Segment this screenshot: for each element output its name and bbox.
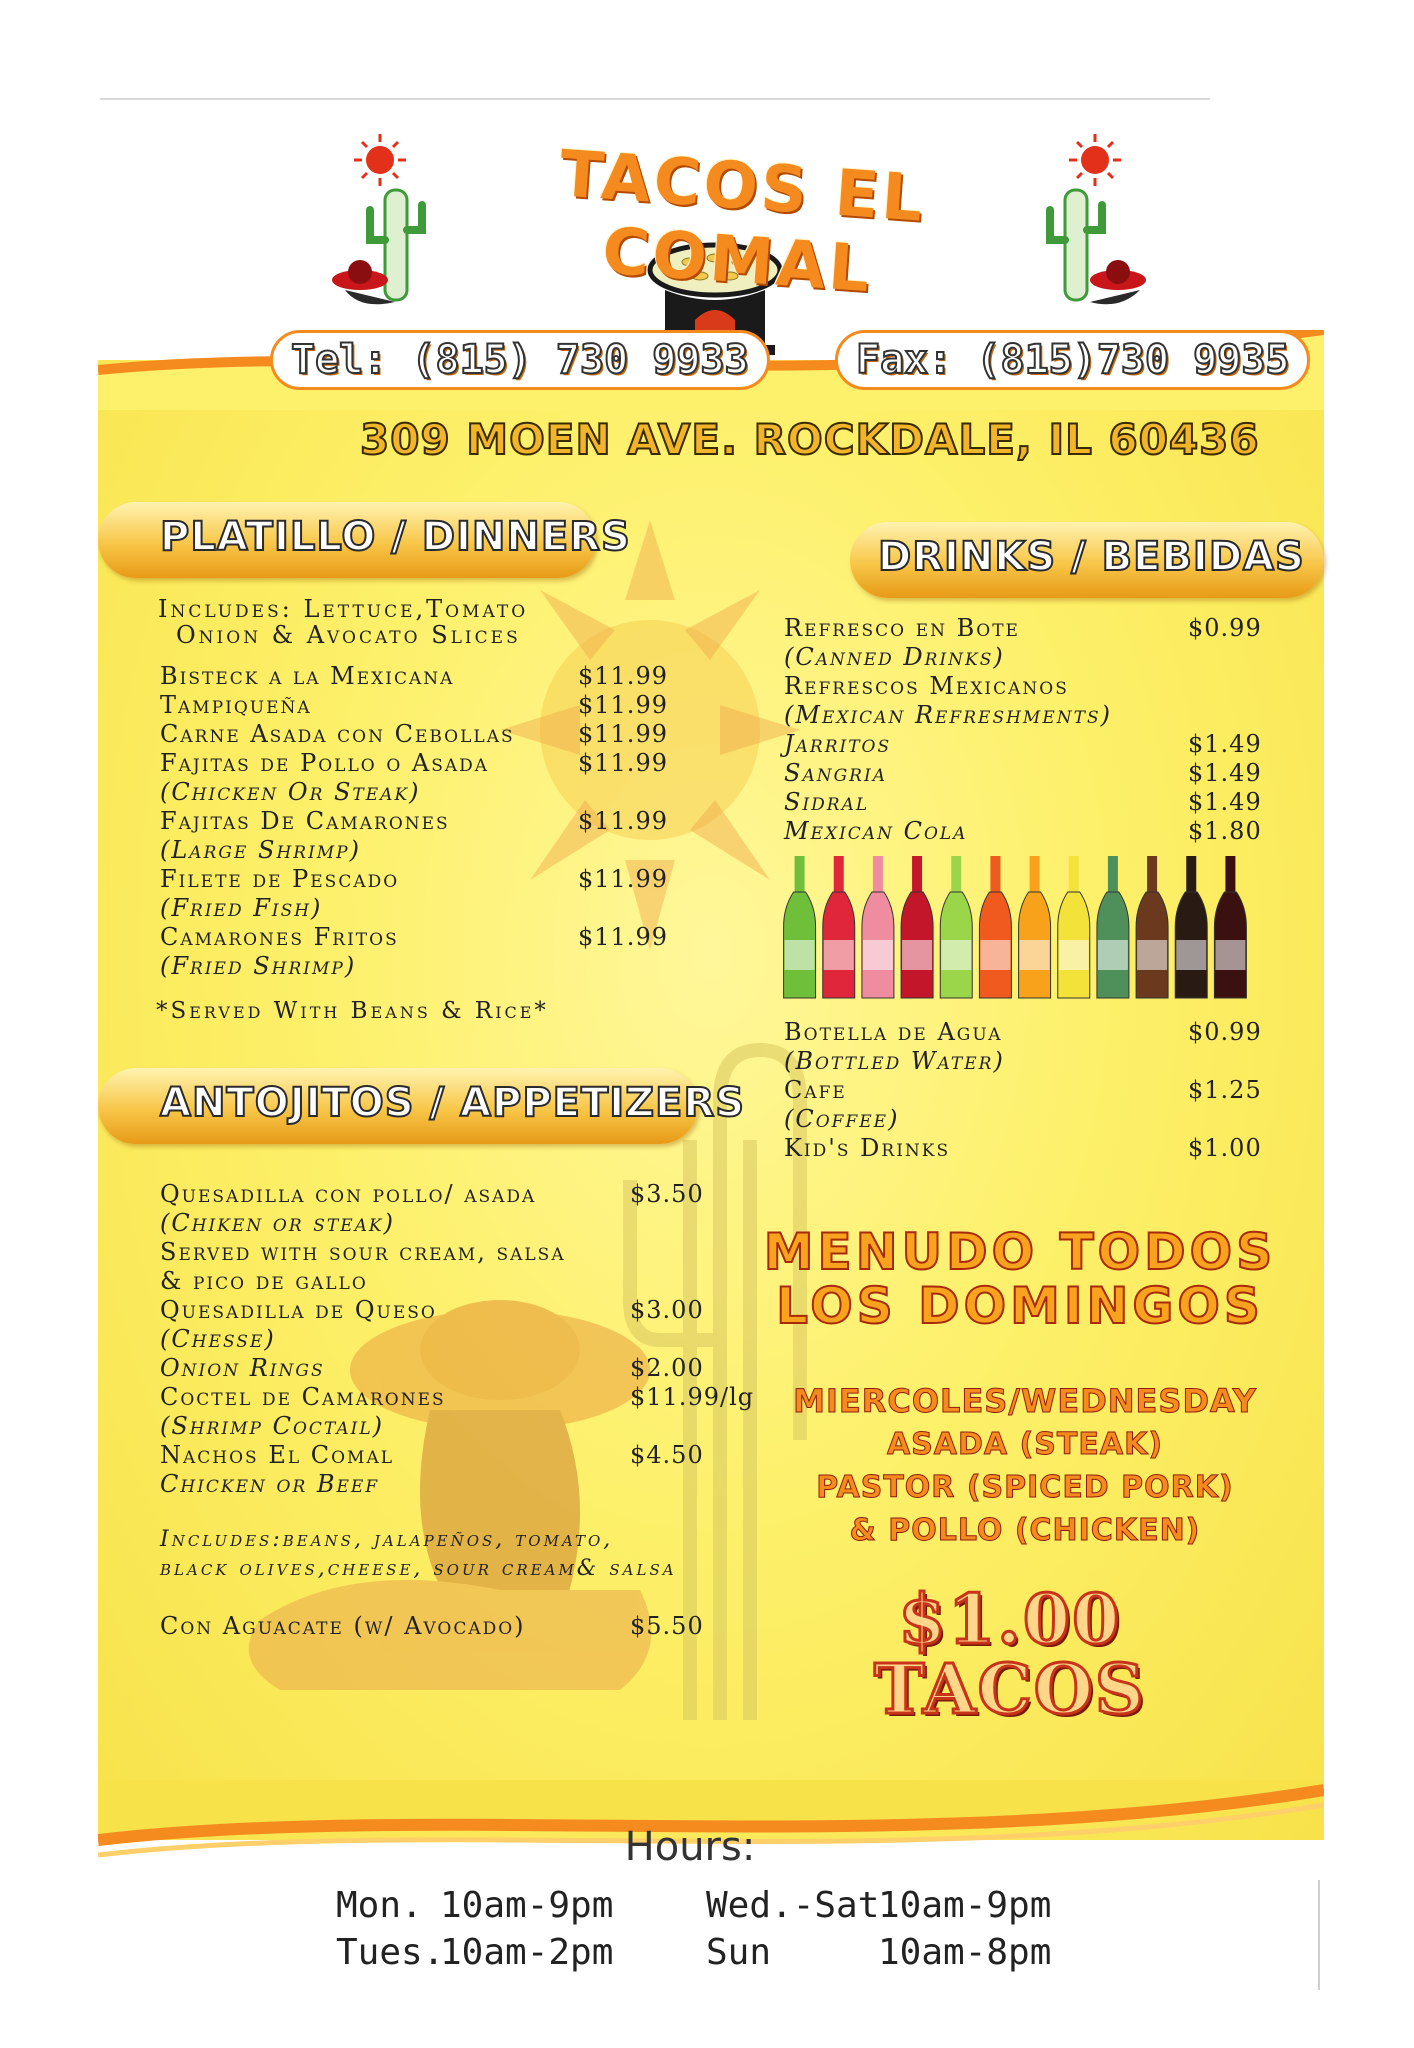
avocado-extra bbox=[160, 1612, 780, 1641]
appetizers-banner bbox=[98, 1068, 746, 1144]
bottle-icon bbox=[1058, 856, 1090, 998]
nachos-includes-note bbox=[160, 1525, 677, 1583]
list-item bbox=[160, 1296, 780, 1325]
item-name: Camarones Fritos bbox=[160, 923, 399, 951]
taco-meat-pastor: PASTOR (SPICED PORK) bbox=[816, 1470, 1234, 1505]
nachos-includes-line1: Includes:beans, jalapeños, tomato, bbox=[160, 1527, 614, 1552]
list-item bbox=[160, 1180, 780, 1209]
list-item bbox=[160, 894, 680, 923]
item-name: (Large Shrimp) bbox=[160, 836, 361, 864]
item-name: Served with sour cream, salsa bbox=[160, 1238, 566, 1266]
drinks-heading: DRINKS / BEBIDAS bbox=[878, 534, 1305, 580]
list-item bbox=[784, 1018, 1264, 1047]
list-item bbox=[784, 1105, 1264, 1134]
hours-day: Tues. bbox=[336, 1932, 445, 1973]
bottle-icon bbox=[823, 856, 855, 998]
top-rule bbox=[100, 98, 1210, 100]
bottle-icon bbox=[940, 856, 972, 998]
item-name: Nachos El Comal bbox=[160, 1441, 395, 1469]
item-price: $1.49 bbox=[1188, 788, 1262, 816]
dinners-banner bbox=[98, 502, 631, 578]
scan-edge-line bbox=[1318, 1880, 1320, 1990]
hours-day: Wed.-Sat. bbox=[706, 1885, 902, 1926]
bottle-icon bbox=[1175, 856, 1207, 998]
list-item bbox=[160, 1412, 780, 1441]
taco-price-special bbox=[860, 1580, 1160, 1730]
dinners-heading: PLATILLO / DINNERS bbox=[160, 514, 631, 560]
list-item bbox=[784, 1076, 1264, 1105]
item-name: Fajitas de Pollo o Asada bbox=[160, 749, 490, 777]
item-name: Jarritos bbox=[784, 730, 892, 758]
hours-time: 10am-2pm bbox=[440, 1932, 614, 1973]
item-name: Tampiqueña bbox=[160, 691, 312, 719]
item-price: $1.49 bbox=[1188, 730, 1262, 758]
list-item bbox=[784, 701, 1264, 730]
item-name: Refrescos Mexicanos bbox=[784, 672, 1069, 700]
list-item bbox=[784, 730, 1264, 759]
item-name: (Chesse) bbox=[160, 1325, 276, 1353]
drinks-list-top bbox=[784, 614, 1264, 846]
list-item bbox=[160, 865, 680, 894]
item-name: Mexican Cola bbox=[784, 817, 968, 845]
address: 309 MOEN AVE. ROCKDALE, IL 60436 bbox=[360, 415, 1260, 464]
list-item bbox=[160, 1209, 780, 1238]
list-item bbox=[784, 1134, 1264, 1163]
item-price: $3.50 bbox=[630, 1180, 704, 1208]
item-name: Quesadilla con pollo/ asada bbox=[160, 1180, 537, 1208]
list-item bbox=[160, 1325, 780, 1354]
item-name: (Coffee) bbox=[784, 1105, 900, 1133]
hours-time: 10am-9pm bbox=[878, 1885, 1052, 1926]
item-name: Bisteck a la Mexicana bbox=[160, 662, 455, 690]
list-item bbox=[784, 817, 1264, 846]
item-price: $1.25 bbox=[1188, 1076, 1262, 1104]
list-item bbox=[160, 1612, 780, 1641]
cactus-left-icon bbox=[325, 130, 445, 310]
taco-price: $1.00 bbox=[898, 1580, 1122, 1660]
item-price: $11.99/lg bbox=[630, 1383, 755, 1411]
item-name: Sidral bbox=[784, 788, 870, 816]
wednesday-special bbox=[770, 1380, 1280, 1552]
item-price: $0.99 bbox=[1188, 1018, 1262, 1046]
item-price: $4.50 bbox=[630, 1441, 704, 1469]
hours-sun bbox=[706, 1932, 1052, 1973]
bottle-icon bbox=[1214, 856, 1246, 998]
taco-meat-asada: ASADA (STEAK) bbox=[886, 1427, 1164, 1462]
list-item bbox=[160, 778, 680, 807]
item-price: $1.49 bbox=[1188, 759, 1262, 787]
item-price: $11.99 bbox=[578, 749, 668, 777]
list-item bbox=[160, 1354, 780, 1383]
item-name: (Fried Shrimp) bbox=[160, 952, 357, 980]
item-price: $0.99 bbox=[1188, 614, 1262, 642]
item-price: $11.99 bbox=[578, 865, 668, 893]
list-item bbox=[160, 923, 680, 952]
tacos-label: TACOS bbox=[873, 1650, 1147, 1730]
drinks-banner bbox=[850, 522, 1324, 598]
bottle-icon bbox=[784, 856, 816, 998]
item-name: (Mexican Refreshments) bbox=[784, 701, 1112, 729]
list-item bbox=[160, 1470, 780, 1499]
item-name: Sangria bbox=[784, 759, 887, 787]
list-item bbox=[160, 662, 680, 691]
item-name: (Canned Drinks) bbox=[784, 643, 1005, 671]
hours-day: Mon. bbox=[336, 1885, 423, 1926]
list-item bbox=[160, 836, 680, 865]
hours-time: 10am-8pm bbox=[878, 1932, 1052, 1973]
list-item bbox=[784, 759, 1264, 788]
list-item bbox=[784, 788, 1264, 817]
item-name: Kid's Drinks bbox=[784, 1134, 951, 1162]
item-name: Quesadilla de Queso bbox=[160, 1296, 437, 1324]
hours-wed-sat bbox=[706, 1885, 1052, 1926]
list-item bbox=[160, 1267, 780, 1296]
item-price: $11.99 bbox=[578, 923, 668, 951]
list-item bbox=[160, 807, 680, 836]
item-price: $11.99 bbox=[578, 720, 668, 748]
list-item bbox=[160, 720, 680, 749]
soda-bottles-image bbox=[780, 852, 1250, 1002]
item-name: Fajitas De Camarones bbox=[160, 807, 450, 835]
hours-time: 10am-9pm bbox=[440, 1885, 614, 1926]
item-price: $1.00 bbox=[1188, 1134, 1262, 1162]
item-price: $5.50 bbox=[630, 1612, 704, 1640]
item-name: (Chiken or steak) bbox=[160, 1209, 395, 1237]
item-price: $2.00 bbox=[630, 1354, 704, 1382]
restaurant-title: TACOS EL COMAL bbox=[557, 137, 928, 308]
item-price: $1.80 bbox=[1188, 817, 1262, 845]
bottle-icon bbox=[1097, 856, 1129, 998]
taco-meat-pollo: & POLLO (CHICKEN) bbox=[849, 1513, 1201, 1548]
item-price: $3.00 bbox=[630, 1296, 704, 1324]
list-item bbox=[160, 1383, 780, 1412]
list-item bbox=[160, 749, 680, 778]
item-name: Refresco en Bote bbox=[784, 614, 1020, 642]
item-name: Carne Asada con Cebollas bbox=[160, 720, 515, 748]
item-name: Botella de Agua bbox=[784, 1018, 1003, 1046]
list-item bbox=[160, 691, 680, 720]
list-item bbox=[784, 1047, 1264, 1076]
item-name: Coctel de Camarones bbox=[160, 1383, 446, 1411]
item-price: $11.99 bbox=[578, 662, 668, 690]
menudo-line1: MENUDO TODOS bbox=[763, 1223, 1277, 1281]
item-name: Onion Rings bbox=[160, 1354, 325, 1382]
wednesday-label: MIERCOLES/WEDNESDAY bbox=[793, 1382, 1257, 1420]
list-item bbox=[160, 1441, 780, 1470]
item-price: $11.99 bbox=[578, 691, 668, 719]
telephone-number[interactable]: Tel: (815) 730 9933 bbox=[270, 330, 770, 390]
item-name: (Bottled Water) bbox=[784, 1047, 1005, 1075]
menudo-special bbox=[760, 1225, 1280, 1333]
item-name: (Fried Fish) bbox=[160, 894, 323, 922]
bottle-icon bbox=[862, 856, 894, 998]
item-name: Chicken or Beef bbox=[160, 1470, 380, 1498]
drinks-list-bottom bbox=[784, 1018, 1264, 1163]
hours-tues bbox=[336, 1932, 614, 1973]
list-item bbox=[784, 672, 1264, 701]
dinners-includes-line1: Includes: Lettuce,Tomato bbox=[158, 595, 529, 623]
list-item bbox=[784, 643, 1264, 672]
item-name: & pico de gallo bbox=[160, 1267, 368, 1295]
appetizers-heading: ANTOJITOS / APPETIZERS bbox=[160, 1080, 746, 1126]
list-item bbox=[784, 614, 1264, 643]
appetizers-list bbox=[160, 1180, 780, 1499]
dinners-includes-note bbox=[158, 596, 528, 648]
list-item bbox=[160, 952, 680, 981]
item-name: Con Aguacate (w/ Avocado) bbox=[160, 1612, 526, 1640]
hours-mon bbox=[336, 1885, 614, 1926]
item-price: $11.99 bbox=[578, 807, 668, 835]
item-name: Filete de Pescado bbox=[160, 865, 400, 893]
bottle-icon bbox=[979, 856, 1011, 998]
dinners-includes-line2: Onion & Avocato Slices bbox=[176, 621, 521, 649]
list-item bbox=[160, 1238, 780, 1267]
nachos-includes-line2: black olives,cheese, sour cream& salsa bbox=[160, 1556, 677, 1581]
item-name: (Chicken Or Steak) bbox=[160, 778, 421, 806]
item-name: Cafe bbox=[784, 1076, 847, 1104]
served-with-note: *Served With Beans & Rice* bbox=[156, 998, 549, 1024]
dinners-list bbox=[160, 662, 680, 981]
fax-number: Fax: (815)730 9935 bbox=[835, 330, 1310, 390]
bottle-icon bbox=[901, 856, 933, 998]
item-name: (Shrimp Coctail) bbox=[160, 1412, 384, 1440]
bottle-icon bbox=[1019, 856, 1051, 998]
hours-title: Hours: bbox=[624, 1824, 756, 1870]
menudo-line2: LOS DOMINGOS bbox=[776, 1277, 1264, 1335]
bottle-icon bbox=[1136, 856, 1168, 998]
hours-day: Sun bbox=[706, 1932, 772, 1973]
